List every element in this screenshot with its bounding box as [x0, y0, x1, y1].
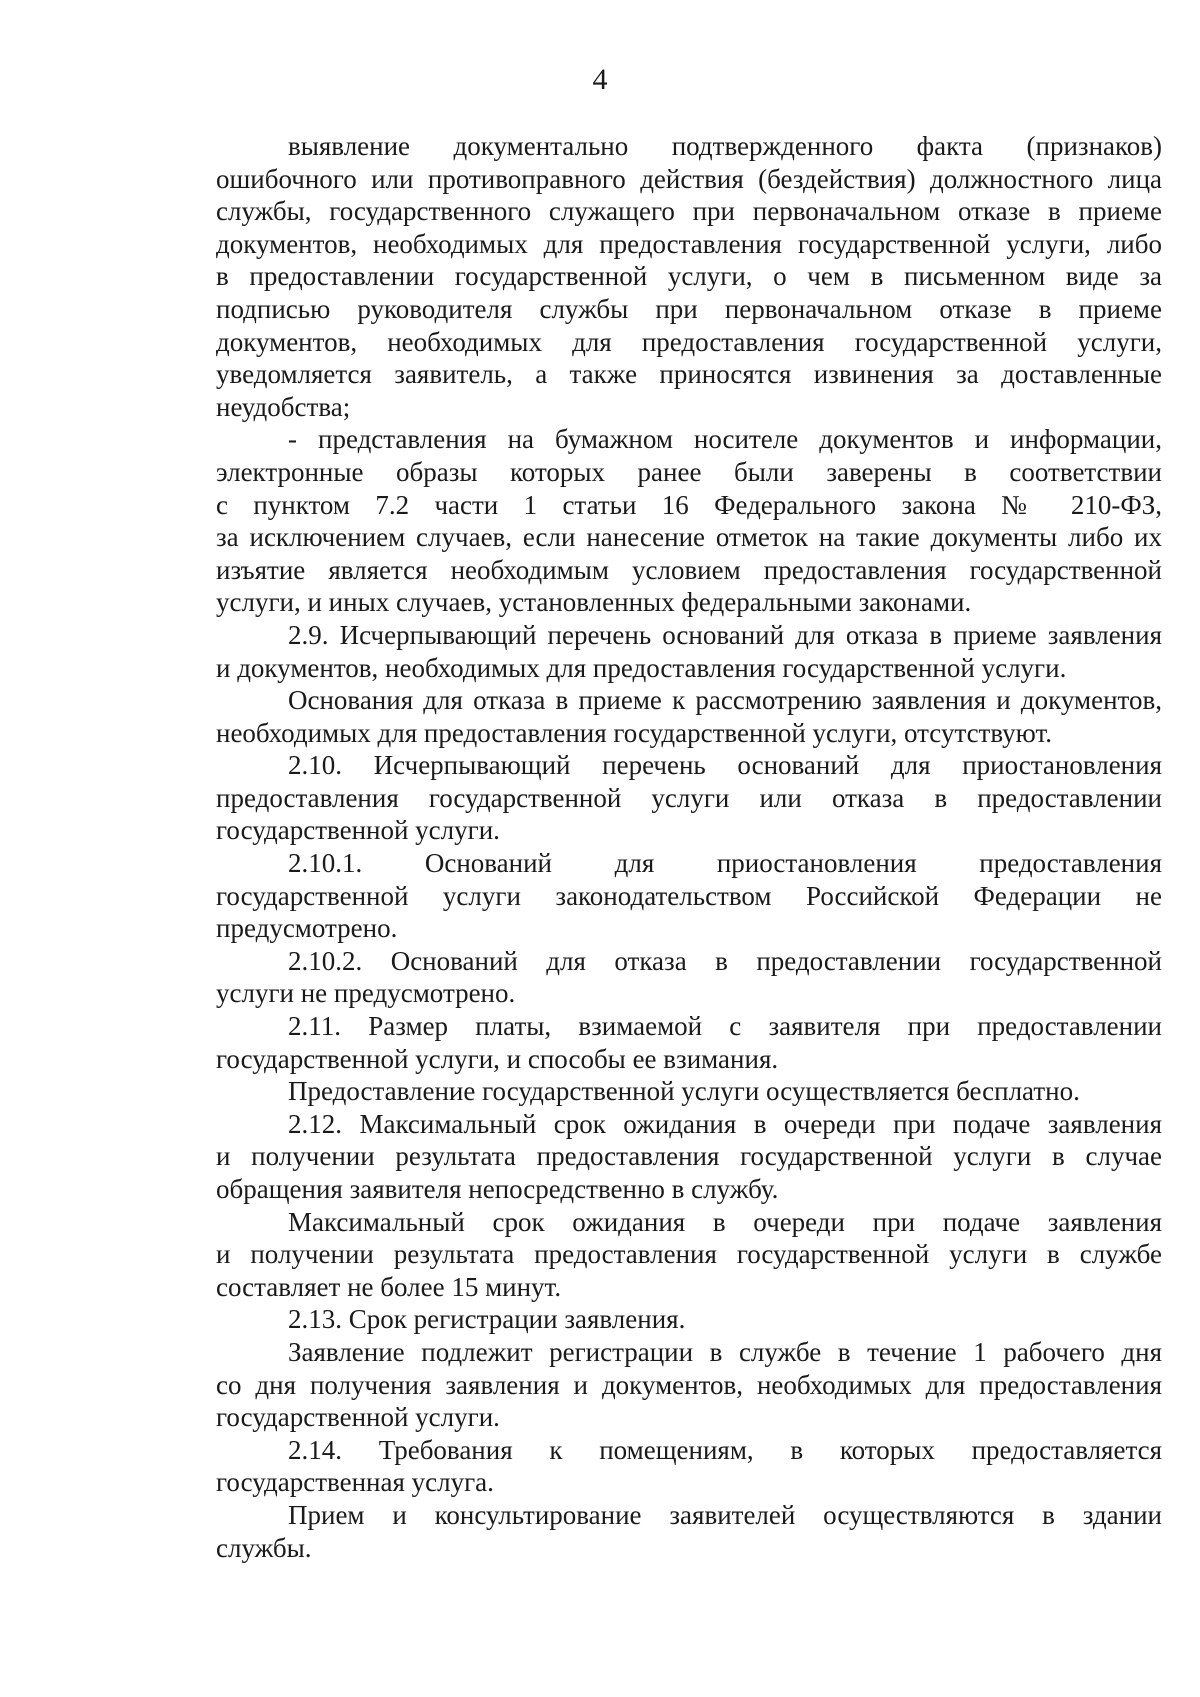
text-line: электронные образы которых ранее были заверены в соответствии: [216, 456, 1162, 487]
text-line: 2.13. Срок регистрации заявления.: [288, 1304, 686, 1335]
text-line: Основания для отказа в приеме к рассмотрению заявления и документов,: [288, 685, 1162, 716]
text-line: 2.10.2. Оснований для отказа в предоставлении государственной: [288, 945, 1162, 976]
text-line: документов, необходимых для предоставления государственной услуги, либо: [216, 228, 1162, 259]
text-line: 2.14. Требования к помещениям, в которых предоставляется: [288, 1434, 1162, 1465]
text-line: службы, государственного служащего при первоначальном отказе в приеме: [216, 196, 1162, 227]
text-line: Предоставление государственной услуги осуществляется бесплатно.: [288, 1076, 1080, 1107]
text-line: с пунктом 7.2 части 1 статьи 16 Федерального закона № 210-ФЗ,: [216, 489, 1162, 520]
paragraph-p4: [216, 684, 1162, 749]
text-line: изъятие является необходимым условием предоставления государственной: [216, 554, 1162, 585]
text-line: ошибочного или противоправного действия (бездействия) должностного лица: [216, 163, 1162, 194]
text-line: государственной услуги.: [216, 815, 500, 846]
text-line: документов, необходимых для предоставления государственной услуги,: [216, 326, 1162, 357]
text-line: в предоставлении государственной услуги, о чем в письменном виде за: [216, 261, 1162, 292]
page-number: 4: [592, 63, 608, 96]
paragraph-p11: [216, 1206, 1162, 1304]
text-line: 2.10.1. Оснований для приостановления предоставления: [288, 848, 1162, 879]
text-line: за исключением случаев, если нанесение отметок на такие документы либо их: [216, 522, 1162, 553]
text-line: Заявление подлежит регистрации в службе в течение 1 рабочего дня: [288, 1336, 1162, 1367]
text-line: государственной услуги законодательством Российской Федерации не: [216, 880, 1162, 911]
text-line: и получении результата предоставления государственной услуги в случае: [216, 1141, 1162, 1172]
text-line: государственной услуги, и способы ее взимания.: [216, 1043, 779, 1074]
text-line: Максимальный срок ожидания в очереди при подаче заявления: [288, 1206, 1162, 1237]
text-line: уведомляется заявитель, а также приносятся извинения за доставленные: [216, 359, 1162, 390]
paragraph-p6: [216, 847, 1162, 945]
paragraph-p9: [216, 1075, 1162, 1108]
text-line: услуги, и иных случаев, установленных федеральными законами.: [216, 587, 972, 618]
paragraph-p12: [216, 1303, 1162, 1336]
text-line: обращения заявителя непосредственно в службу.: [216, 1174, 779, 1204]
paragraph-p14: [216, 1434, 1162, 1499]
text-line: 2.10. Исчерпывающий перечень оснований для приостановления: [288, 750, 1162, 781]
text-line: и документов, необходимых для предоставления государственной услуги.: [216, 652, 1067, 683]
paragraph-p3: [216, 619, 1162, 684]
text-line: 2.9. Исчерпывающий перечень оснований для отказа в приеме заявления: [288, 619, 1162, 650]
paragraph-p10: [216, 1108, 1162, 1206]
text-line: выявление документально подтвержденного факта (признаков): [288, 131, 1162, 161]
text-line: со дня получения заявления и документов, необходимых для предоставления: [216, 1369, 1162, 1400]
text-line: необходимых для предоставления государственной услуги, отсутствуют.: [216, 717, 1053, 748]
document-body: [216, 130, 1162, 1564]
text-line: службы.: [216, 1532, 312, 1563]
text-line: предусмотрено.: [216, 913, 398, 944]
paragraph-p5: [216, 749, 1162, 847]
text-line: подписью руководителя службы при первоначальном отказе в приеме: [216, 293, 1162, 324]
text-line: 2.11. Размер платы, взимаемой с заявителя при предоставлении: [288, 1011, 1162, 1042]
paragraph-p2: [216, 423, 1162, 619]
text-line: Прием и консультирование заявителей осуществляются в здании: [288, 1499, 1162, 1530]
text-line: и получении результата предоставления государственной услуги в службе: [216, 1239, 1162, 1270]
text-line: составляет не более 15 минут.: [216, 1271, 562, 1302]
text-line: предоставления государственной услуги или отказа в предоставлении: [216, 782, 1162, 813]
paragraph-p1: [216, 130, 1162, 423]
text-line: государственной услуги.: [216, 1402, 500, 1433]
text-line: неудобства;: [216, 391, 351, 422]
text-line: государственная услуга.: [216, 1467, 494, 1498]
text-line: услуги не предусмотрено.: [216, 978, 516, 1009]
paragraph-p7: [216, 945, 1162, 1010]
paragraph-p8: [216, 1010, 1162, 1075]
paragraph-p13: [216, 1336, 1162, 1434]
text-line: 2.12. Максимальный срок ожидания в очереди при подаче заявления: [288, 1108, 1162, 1139]
text-line: - представления на бумажном носителе документов и информации,: [288, 424, 1162, 455]
paragraph-p15: [216, 1499, 1162, 1564]
